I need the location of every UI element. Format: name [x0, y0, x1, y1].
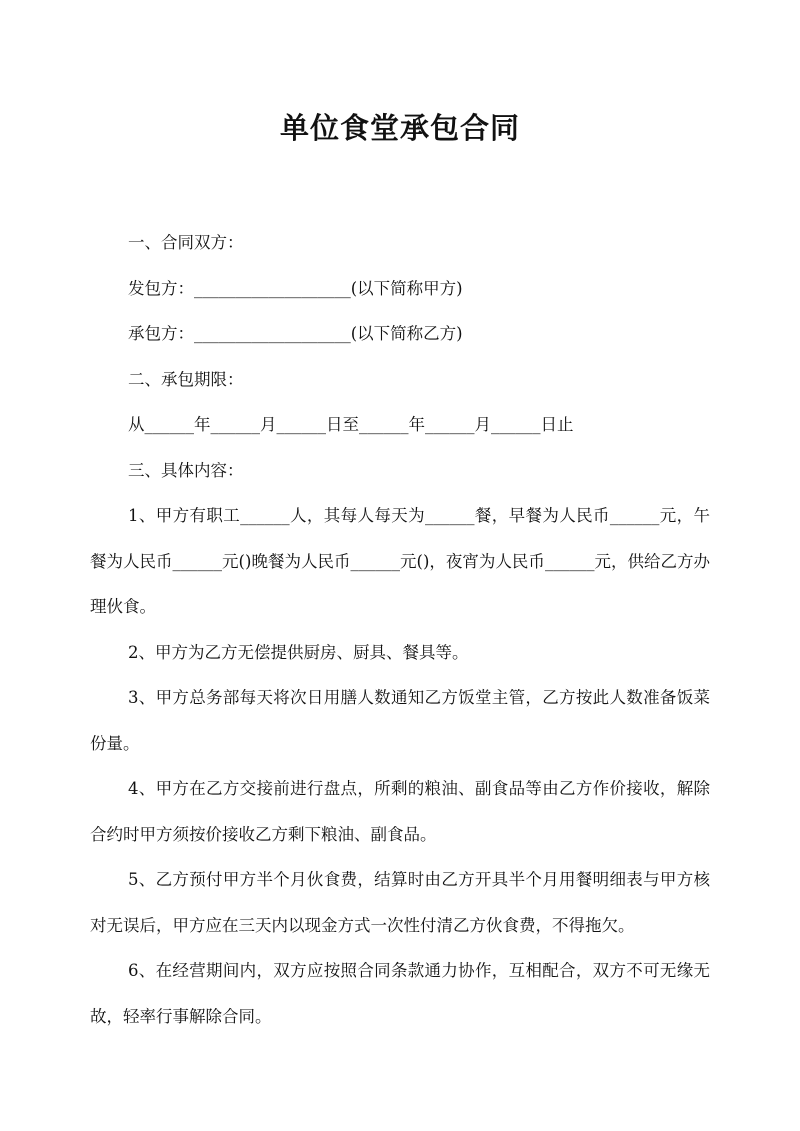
term-period-line: 从______年______月______日至______年______月______日止 [128, 415, 574, 434]
document-title: 单位食堂承包合同 [279, 111, 520, 145]
clause-5: 5、乙方预付甲方半个月伙食费，结算时由乙方开具半个月用餐明细表与甲方核对无误后，甲方应在三天内以现金方式一次性付清乙方伙食费，不得拖欠。 [90, 870, 710, 935]
clause-2: 2、甲方为乙方无偿提供厨房、厨具、餐具等。 [128, 642, 469, 662]
clause-6: 6、在经营期间内，双方应按照合同条款通力协作，互相配合，双方不可无缘无故，轻率行事解除合同。 [90, 961, 710, 1026]
content-heading: 三、具体内容： [128, 460, 244, 480]
party-a-line: 发包方：___________________(以下简称甲方) [128, 278, 463, 298]
clause-4: 4、甲方在乙方交接前进行盘点，所剩的粮油、副食品等由乙方作价接收，解除合约时甲方须按价接收乙方剩下粮油、副食品。 [90, 779, 710, 844]
parties-heading: 一、合同双方： [128, 233, 244, 252]
clause-3: 3、甲方总务部每天将次日用膳人数通知乙方饭堂主管，乙方按此人数准备饭菜份量。 [90, 688, 710, 753]
party-b-line: 承包方：___________________(以下简称乙方) [128, 324, 463, 343]
term-heading: 二、承包期限： [128, 369, 244, 389]
contract-body [90, 220, 710, 1039]
clause-1: 1、甲方有职工______人，其每人每天为______餐，早餐为人民币______元，午餐为人民币______元()晚餐为人民币______元()，夜宵为人民币______元，供给乙方办理伙食。 [90, 506, 710, 616]
